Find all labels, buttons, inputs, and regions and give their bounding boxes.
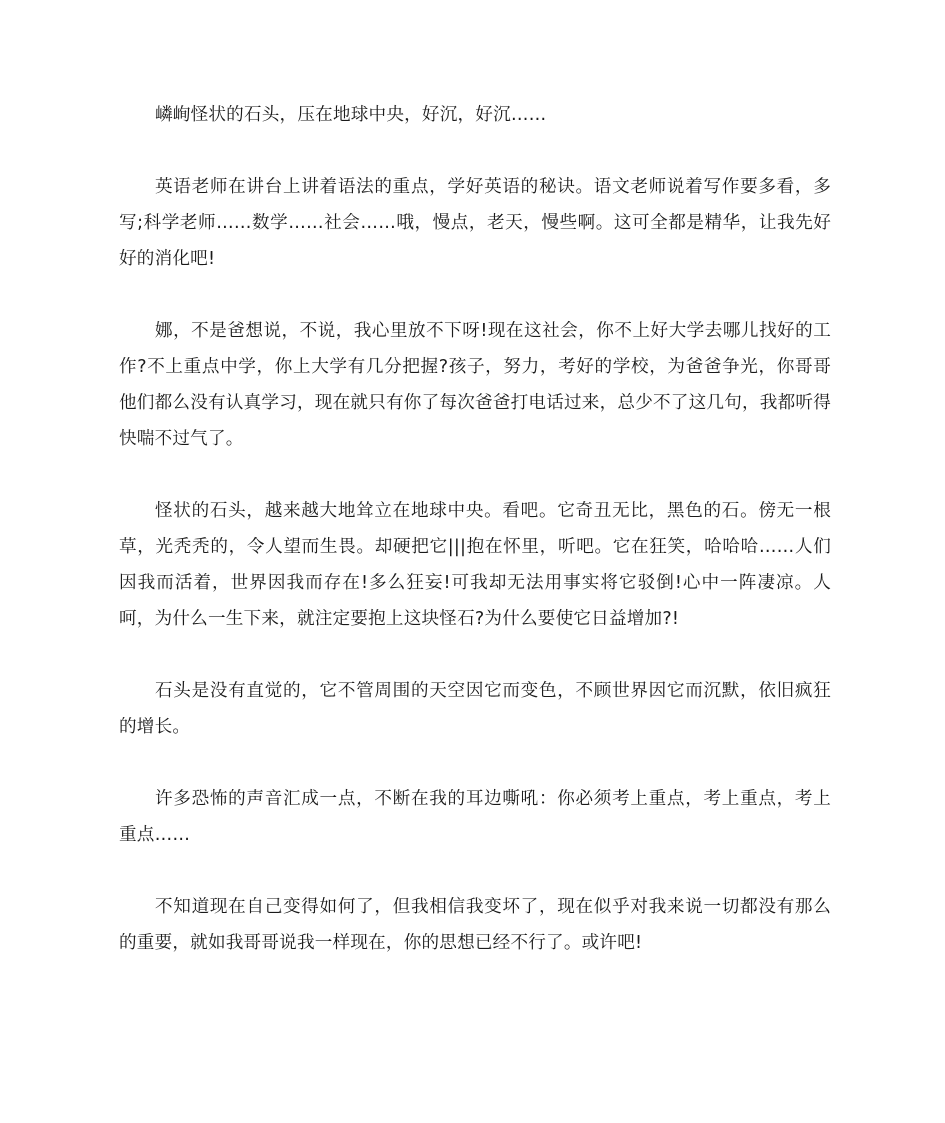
paragraph-6: 许多恐怖的声音汇成一点，不断在我的耳边嘶吼：你必须考上重点，考上重点，考上重点…… <box>119 789 831 845</box>
paragraph-3: 娜，不是爸想说，不说，我心里放不下呀!现在这社会，你不上好大学去哪儿找好的工作?不上重点中学，你上大学有几分把握?孩子，努力，考好的学校，为爸爸争光，你哥哥他们都么没有认真学习，现在就只有你了每次爸爸打电话过来，总少不了这几句，我都听得快喘不过气了。 <box>119 321 831 449</box>
paragraph-1: 嶙峋怪状的石头，压在地球中央，好沉，好沉…… <box>155 105 547 125</box>
document-body <box>119 97 831 997</box>
paragraph-5: 石头是没有直觉的，它不管周围的天空因它而变色，不顾世界因它而沉默，依旧疯狂的增长。 <box>119 681 831 737</box>
paragraph-4: 怪状的石头，越来越大地耸立在地球中央。看吧。它奇丑无比，黑色的石。傍无一根草，光秃秃的，令人望而生畏。却硬把它|||抱在怀里，听吧。它在狂笑，哈哈哈……人们因我而活着，世界因我而存在!多么狂妄!可我却无法用事实将它驳倒!心中一阵凄凉。人呵，为什么一生下来，就注定要抱上这块怪石?为什么要使它日益增加?! <box>119 501 831 629</box>
paragraph-7: 不知道现在自己变得如何了，但我相信我变坏了，现在似乎对我来说一切都没有那么的重要，就如我哥哥说我一样现在，你的思想已经不行了。或许吧! <box>119 897 831 953</box>
paragraph-2: 英语老师在讲台上讲着语法的重点，学好英语的秘诀。语文老师说着写作要多看，多写;科学老师……数学……社会……哦，慢点，老天，慢些啊。这可全都是精华，让我先好好的消化吧! <box>119 177 831 269</box>
